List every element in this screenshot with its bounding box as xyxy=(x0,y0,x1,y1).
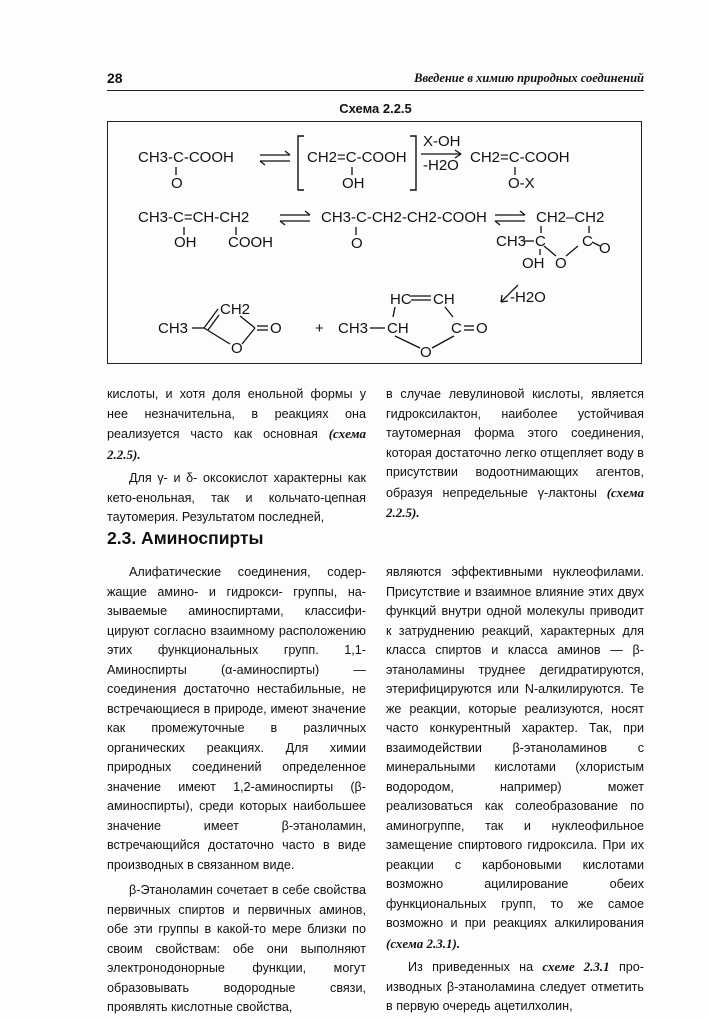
equilibrium-arrow-1 xyxy=(260,151,290,165)
lactone2-ch-ring: CH xyxy=(387,320,409,337)
scheme-ref: (схема 2.2.5). xyxy=(107,426,366,462)
row2-keto-formula: CH3-C-CH2-CH2-COOH xyxy=(321,209,487,226)
lactone1-ring-oxygen: O xyxy=(231,340,243,357)
lactone2-carbonyl-oxygen: O xyxy=(476,320,488,337)
row1-product-ox: O-X xyxy=(508,175,535,192)
lactol-ring-oxygen: O xyxy=(555,255,567,272)
scheme-box xyxy=(107,121,642,364)
top-right-column xyxy=(386,385,644,524)
lactone2-carbon: C xyxy=(451,320,462,337)
bottom-right-paragraph-2: Из приведенных на схеме 2.3.1 производных β-этаноламина следует отметить в первую очередь ацетилхолин, xyxy=(386,959,644,1013)
lactol-carbon-2: C xyxy=(582,233,593,250)
lactone1-carbonyl-oxygen: O xyxy=(270,320,282,337)
lactone2-hc: HC xyxy=(390,291,412,308)
lactol-carbon: C xyxy=(535,233,546,250)
lactone1-methyl: CH3 xyxy=(158,320,189,337)
lactol-top: CH2–CH2 xyxy=(536,209,605,226)
scheme-caption: Схема 2.2.5 xyxy=(339,101,412,116)
top-left-paragraph-2: Для γ- и δ- оксокислот характерны как кето-енольная, так и кольчато-цепная таутомерия. Результатом последней, xyxy=(107,471,366,524)
section-title: 2.3. Аминоспирты xyxy=(107,528,264,548)
scheme-ref: (схема 2.2.5). xyxy=(386,484,644,520)
lactol-methyl: CH3 xyxy=(496,233,527,250)
row2-enol-formula: CH3-C=CH-CH2 xyxy=(138,209,250,226)
row1-keto-oxygen: O xyxy=(171,175,183,192)
lactol-hydroxyl: OH xyxy=(522,255,545,272)
row1-keto-formula: CH3-C-COOH xyxy=(138,149,234,166)
lactone1-ch2: CH2 xyxy=(220,301,251,318)
scheme-drawing xyxy=(108,122,643,365)
reagent-bottom: -H2O xyxy=(423,157,459,174)
bottom-right-paragraph-1: являются эффективными нуклеофилами. Присутствие и взаимное влияние этих двух функций внутри одной молекулы приводит к затруднению реакций, характерных для класса спиртов и класса аминов — β-этаноламины труднее дегидратируются, этерифицируются или N-алкилируются. Те же реакции, которые реализуются, носят часто конкурентный характер. Так, при взаимодействии β-этаноламинов с минеральными кислотами (хлористым водородом, например) может реализоваться как солеобразование по аминогруппе, так и нуклеофильное замещение спиртового гидроксила. При их реакции с карбоновыми кислотами возможно ацилирование обеих функциональных групп, то же самое возможно и при реакциях алкилирования (схема 2.3.1). xyxy=(386,565,644,951)
header-rule xyxy=(107,90,644,91)
page-header xyxy=(107,70,644,88)
elimination-label: -H2O xyxy=(510,289,546,306)
lactone2-methyl: CH3 xyxy=(338,320,369,337)
row2-enol-carboxyl: COOH xyxy=(228,234,273,251)
running-title: Введение в химию природных соединений xyxy=(414,71,644,85)
top-left-column xyxy=(107,385,366,528)
top-left-paragraph-1: кислоты, и хотя доля енольной формы у нее незначительна, в реакциях она реализуется часто как основная (схема 2.2.5). xyxy=(107,387,366,462)
row1-enol-hydroxyl: OH xyxy=(342,175,365,192)
bottom-right-column xyxy=(386,563,644,1017)
lactone2-double-bond xyxy=(411,296,431,300)
top-right-paragraph-1: в случае левулиновой кислоты, является гидроксилактон, наиболее устойчивая таутомерная форма этого соединения, которая достаточно легко отщепляет воду в присутствии водоотнимающих агентов, образуя непредельные γ-лактоны (схема 2.2.5). xyxy=(386,387,644,520)
row2-keto-oxygen: O xyxy=(351,235,363,252)
row1-enol-formula: CH2=C-COOH xyxy=(307,149,407,166)
bottom-left-paragraph-1: Алифатические соединения, содержащие амино- и гидрокси- группы, называемые аминоспиртами, классифицируют согласно взаимному расположению этих функциональных групп. 1,1-Аминоспирты (α-аминоспирты) — соединения достаточно нестабильные, не встречающиеся в природе, имеют значение как промежуточные в различных органических реакциях. Для химии природных соединений определенное значение имеют 1,2-аминоспирты (β-аминоспирты), среди которых наибольшее значение имеет β-этаноламин, встречающийся достаточно часто в виде производных в связанном виде. xyxy=(107,565,366,872)
row2-enol-hydroxyl: OH xyxy=(174,234,197,251)
equilibrium-arrow-2 xyxy=(280,211,310,225)
lactol-carbonyl-oxygen: O xyxy=(599,240,611,257)
equilibrium-arrow-3 xyxy=(495,211,525,225)
row1-product-formula: CH2=C-COOH xyxy=(470,149,570,166)
page-number: 28 xyxy=(107,70,123,86)
lactone2-ch: CH xyxy=(433,291,455,308)
lactone2-ring-oxygen: O xyxy=(420,344,432,361)
plus-sign: + xyxy=(315,320,324,337)
bottom-left-column xyxy=(107,563,366,1018)
reagent-top: X-OH xyxy=(423,133,461,150)
scheme-ref: схеме 2.3.1 xyxy=(542,959,610,974)
bottom-left-paragraph-2: β-Этаноламин сочетает в себе свойства первичных спиртов и первичных аминов, обе эти группы в какой-то мере близки по своим свойствам: обе они выполняют электронодонорные функции, могут образовывать водородные связи, проявлять кислотные свойства, xyxy=(107,883,366,1014)
scheme-ref: (схема 2.3.1). xyxy=(386,935,461,951)
